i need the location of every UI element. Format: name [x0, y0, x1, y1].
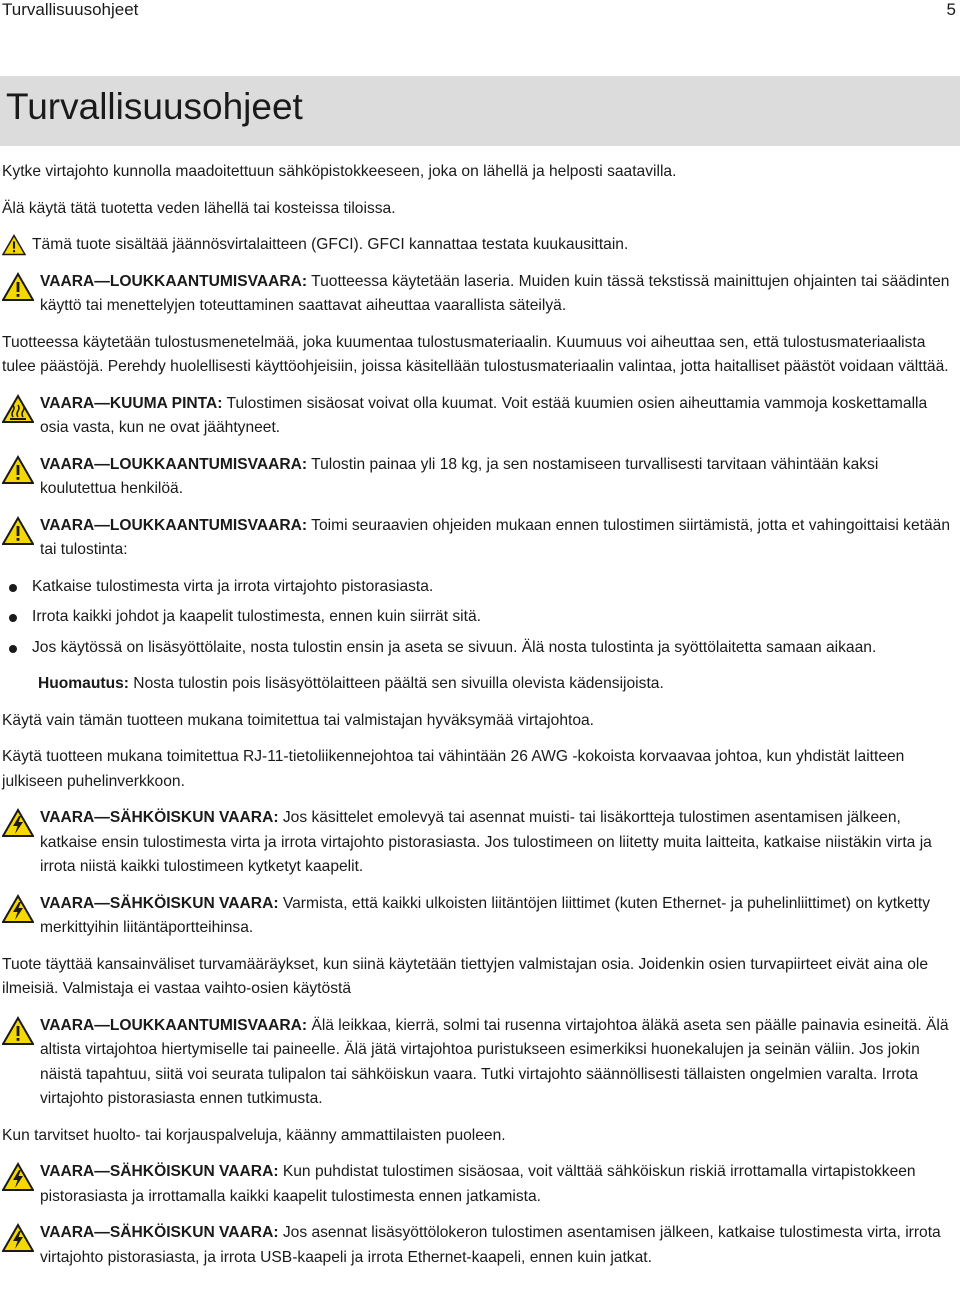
warning-text: Toimi seuraavien ohjeiden mukaan ennen tulostimen siirtämistä, jotta et vahingoittaisi ketään tai tulostinta:: [40, 516, 950, 558]
warning-triangle-icon: [2, 1016, 34, 1046]
electric-shock-icon: [2, 894, 34, 924]
warning-text: Tuotteessa käytetään laseria. Muiden kuin tässä tekstissä mainittujen ohjainten tai säädinten käyttö tai menettelyjen toteuttaminen saattavat aiheuttaa vaarallista säteilyä.: [40, 272, 950, 314]
warning-label: VAARA—SÄHKÖISKUN VAARA:: [40, 1224, 279, 1241]
note: [2, 672, 952, 697]
shock-warning: [2, 892, 952, 941]
list-item: [2, 636, 952, 661]
paragraph: Kun tarvitset huolto- tai korjauspalveluja, käänny ammattilaisten puoleen.: [2, 1126, 506, 1144]
power-cord-warning: [2, 1014, 952, 1112]
list-item-text: Jos käytössä on lisäsyöttölaite, nosta tulostin ensin ja aseta se sivuun. Älä nosta tulostinta ja syöttölaitetta samaan aikaan.: [32, 638, 877, 656]
warning-label: VAARA—SÄHKÖISKUN VAARA:: [40, 1163, 279, 1180]
gfci-notice: [2, 233, 952, 258]
warning-label: VAARA—LOUKKAANTUMISVAARA:: [40, 455, 308, 473]
moving-steps-list: [2, 575, 952, 661]
note-label: Huomautus:: [38, 675, 129, 692]
paragraph: Tuote täyttää kansainväliset turvamääräykset, kun siinä käytetään tiettyjen valmistajan osia. Joidenkin osien turvapiirteet eivät aina ole ilmeisiä. Valmistaja ei vastaa vaihto-osien käytöstä: [2, 955, 929, 997]
header-title: Turvallisuusohjeet: [2, 0, 139, 19]
bullet-icon: [9, 584, 17, 592]
warning-label: VAARA—LOUKKAANTUMISVAARA:: [40, 1016, 308, 1034]
bullet-icon: [9, 614, 17, 622]
warning-text: Tulostin painaa yli 18 kg, ja sen nostamiseen turvallisesti tarvitaan vähintään kaksi koulutettua henkilöä.: [40, 455, 879, 497]
document-body: [2, 160, 952, 1282]
warning-triangle-icon: [2, 516, 34, 546]
paragraph: Käytä tuotteen mukana toimitettua RJ-11-tietoliikennejohtoa tai vähintään 26 AWG -kokoista korvaavaa johtoa, kun yhdistät laitteen julkiseen puhelinverkkoon.: [2, 748, 905, 790]
electric-shock-icon: [2, 1162, 34, 1192]
warning-text: Jos asennat lisäsyöttölokeron tulostimen asentamisen jälkeen, katkaise tulostimesta virta, irrota virtajohto pistorasiasta, ja irrota USB-kaapeli ja irrota Ethernet-kaapeli, ennen kuin jatkat.: [40, 1224, 941, 1266]
warning-text: Kun puhdistat tulostimen sisäosaa, voit välttää sähköiskun riskiä irrottamalla virtapistokkeen pistorasiasta ja irrottamalla kaikki kaapelit tulostimesta ennen jatkamista.: [40, 1163, 916, 1205]
paragraph: Käytä vain tämän tuotteen mukana toimitettua tai valmistajan hyväksymää virtajohtoa.: [2, 711, 594, 729]
list-item-text: Katkaise tulostimesta virta ja irrota virtajohto pistorasiasta.: [32, 577, 434, 595]
page-header: [0, 0, 960, 22]
paragraph: Tuotteessa käytetään tulostusmenetelmää, joka kuumentaa tulostusmateriaalin. Kuumuus voi aiheuttaa sen, että tulostusmateriaalista tulee päästöjä. Perehdy huolellisesti käyttöohjeisiin, joissa käsitellään tulostusmateriaalin valintaa, jotta haitalliset päästöt voidaan välttää.: [2, 333, 949, 375]
list-item-text: Irrota kaikki johdot ja kaapelit tulostimesta, ennen kuin siirrät sitä.: [32, 608, 481, 625]
hot-surface-icon: [2, 394, 34, 424]
list-item: [2, 605, 952, 630]
electric-shock-icon: [2, 808, 34, 838]
weight-warning: [2, 453, 952, 502]
warning-text: Tulostimen sisäosat voivat olla kuumat. Voit estää kuumien osien aiheuttamia vammoja koskettamalla osia vasta, kun ne ovat jäähtyneet.: [40, 394, 928, 436]
moving-warning: [2, 514, 952, 563]
bullet-icon: [9, 645, 17, 653]
warning-triangle-icon: [2, 234, 26, 256]
warning-text: Varmista, että kaikki ulkoisten liitäntöjen liittimet (kuten Ethernet- ja puhelinliittimet) on kytketty merkittyihin liitäntäportteihinsa.: [40, 894, 930, 936]
notice-text: Tämä tuote sisältää jäännösvirtalaitteen (GFCI). GFCI kannattaa testata kuukausittain.: [32, 236, 629, 253]
warning-text: Jos käsittelet emolevyä tai asennat muisti- tai lisäkortteja tulostimen asentamisen jälkeen, katkaise ensin tulostimesta virta ja irrota virtajohto pistorasiasta. Jos tulostimeen on liitetty muita laitteita, katkaise niistäkin virta ja irrota niistä kaikki tulostimeen kytketyt kaapelit.: [40, 809, 932, 875]
warning-label: VAARA—KUUMA PINTA:: [40, 394, 223, 412]
hot-surface-warning: [2, 392, 952, 441]
warning-triangle-icon: [2, 272, 34, 302]
note-text: Nosta tulostin pois lisäsyöttölaitteen päältä sen sivuilla olevista kädensijoista.: [128, 675, 664, 692]
shock-warning: [2, 1221, 952, 1270]
warning-label: VAARA—LOUKKAANTUMISVAARA:: [40, 516, 308, 534]
list-item: [2, 575, 952, 600]
warning-label: VAARA—SÄHKÖISKUN VAARA:: [40, 809, 279, 826]
laser-warning: [2, 270, 952, 319]
title-bar: [0, 76, 960, 146]
paragraph: Kytke virtajohto kunnolla maadoitettuun sähköpistokkeeseen, joka on lähellä ja helposti saatavilla.: [2, 163, 677, 180]
electric-shock-icon: [2, 1223, 34, 1253]
warning-triangle-icon: [2, 455, 34, 485]
page-title: Turvallisuusohjeet: [6, 86, 303, 127]
shock-warning: [2, 806, 952, 880]
shock-warning: [2, 1160, 952, 1209]
warning-text: Älä leikkaa, kierrä, solmi tai rusenna virtajohtoa äläkä aseta sen päälle painavia esineitä. Älä altista virtajohtoa hiertymiselle tai paineelle. Älä jätä virtajohtoa puristukseen esimerkiksi huonekalujen ja seinän väliin. Jos jokin näistä tapahtuu, siitä voi seurata tulipalon tai sähköiskun vaara. Tutki virtajohto säännöllisesti tällaisten ongelmien varalta. Irrota virtajohto pistorasiasta ennen tutkimusta.: [40, 1016, 949, 1107]
warning-label: VAARA—SÄHKÖISKUN VAARA:: [40, 894, 279, 912]
warning-label: VAARA—LOUKKAANTUMISVAARA:: [40, 272, 308, 290]
page-number: 5: [946, 0, 956, 19]
paragraph: Älä käytä tätä tuotetta veden lähellä tai kosteissa tiloissa.: [2, 199, 396, 217]
